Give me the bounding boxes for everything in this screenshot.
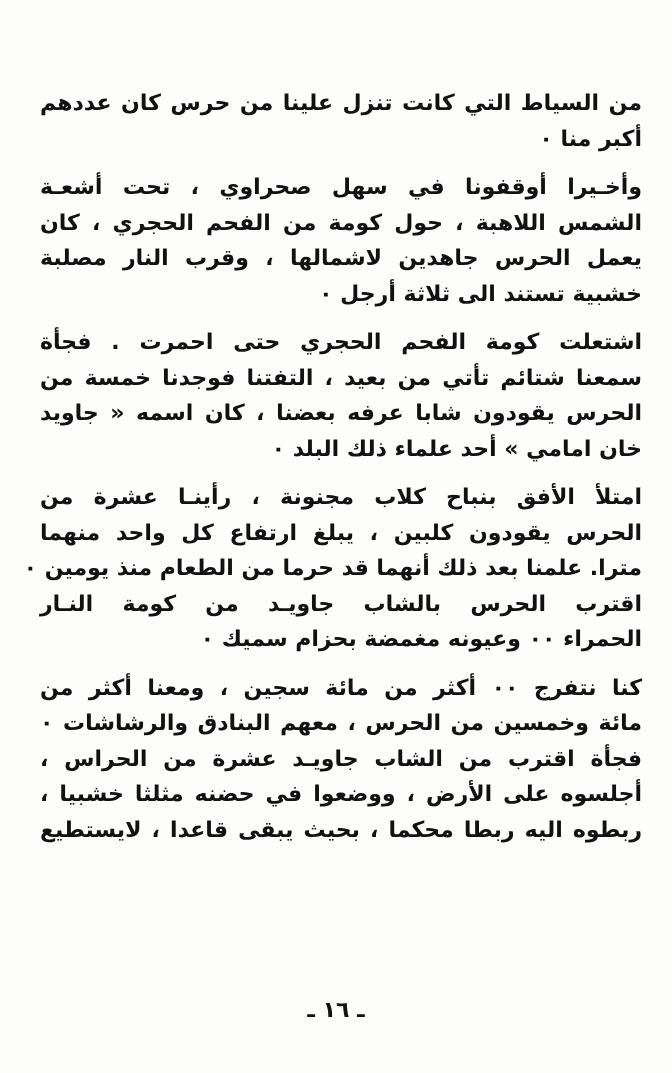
text-line: الحرس يقودون كلبين ، يبلغ ارتفاع كل واحد منهما <box>40 520 642 546</box>
paragraph-1 <box>40 86 642 157</box>
text-line: كنا نتفرج ٠٠ أكثر من مائة سجين ، ومعنا أكثر من <box>40 675 642 701</box>
text-line: مترا. علمنا بعد ذلك أنهما قد حرما من الطعام منذ يومين ٠ <box>23 556 642 581</box>
body-text <box>23 86 642 848</box>
text-line: سمعنا شتائم تأتي من بعيد ، التفتنا فوجدنا خمسة من <box>40 365 642 391</box>
paragraph-5 <box>40 671 642 849</box>
text-line: خان امامي » أحد علماء ذلك البلد ٠ <box>271 436 642 462</box>
text-line: يعمل الحرس جاهدين لاشمالها ، وقرب النار مصلبة <box>40 246 642 271</box>
text-line: اشتعلت كومة الفحم الحجري حتى احمرت . فجأة <box>40 330 642 355</box>
text-line: اقترب الحرس بالشاب جاويـد من كومة النـار <box>40 591 642 617</box>
text-line: الحمراء ٠٠ وعيونه مغمضة بحزام سميك ٠ <box>200 627 642 652</box>
paragraph-2 <box>40 170 642 312</box>
text-line: الشمس اللاهبة ، حول كومة من الفحم الحجري ، كان <box>40 210 642 236</box>
text-line: ربطوه اليه ربطا محكما ، بحيث يبقى قاعدا ، لايستطيع <box>40 817 642 843</box>
page-number: ـ ١٦ ـ <box>307 998 365 1023</box>
text-line: أكبر منا ٠ <box>539 126 642 152</box>
text-line: امتلأ الأفق بنباح كلاب مجنونة ، رأينـا عشرة من <box>40 485 642 510</box>
text-line: مائة وخمسين من الحرس ، معهم البنادق والرشاشات ٠ <box>40 711 642 736</box>
text-line: خشبية تستند الى ثلاثة أرجل ٠ <box>319 281 642 307</box>
text-line: الحرس يقودون شابا عرفه بعضنا ، كان اسمه « جاويد <box>40 401 642 426</box>
text-line: من السياط التي كانت تنزل علينا من حرس كان عددهم <box>40 91 642 116</box>
paragraph-3 <box>40 325 642 467</box>
text-line: وأخـيرا أوقفونا في سهل صحراوي ، تحت أشعـة <box>40 175 642 200</box>
text-line: فجأة اقترب من الشاب جاويـد عشرة من الحراس ، <box>40 746 642 772</box>
paragraph-4 <box>23 480 642 658</box>
text-line: أجلسوه على الأرض ، ووضعوا في حضنه مثلثا خشبيا ، <box>40 782 642 807</box>
